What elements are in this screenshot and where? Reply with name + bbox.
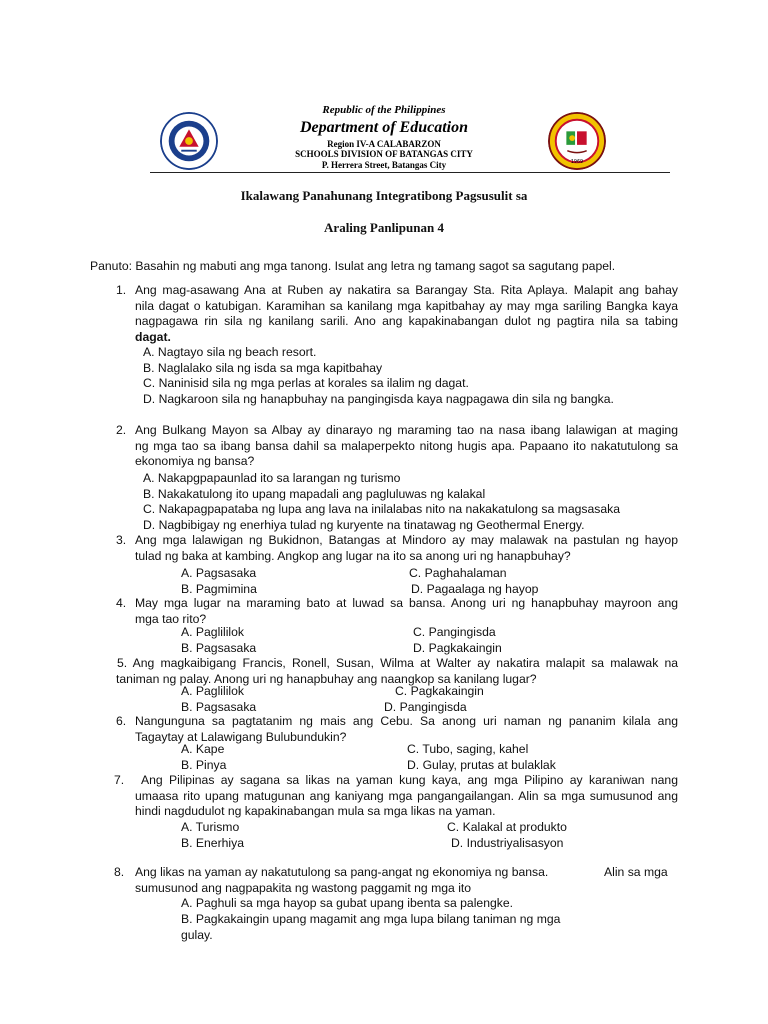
q4-number: 4. [116,596,127,610]
header-divider [150,172,670,173]
q2-choice-d: D. Nagbibigay ng enerhiya tulad ng kuryente na tinatawag ng Geothermal Energy. [143,517,585,532]
q3-choice-c: C. Paghahalaman [409,566,507,580]
q3-choice-d: D. Pagaalaga ng hayop [411,581,539,596]
q3-text: tulad ng baka at kambing. Angkop ang lugar na ito sa anong uri ng hanapbuhay? [135,548,571,563]
q6-text: Tagaytay at Lalawigang Bulubundukin? [135,729,347,744]
q7-choice-a: A. Turismo [181,820,240,834]
q1-choice-d: D. Nagkaroon sila ng hanapbuhay na pangingisda kaya nagpagawa din sila ng bangka. [143,391,614,406]
q4-text: mga tao rito? [135,611,207,626]
republic-heading: Republic of the Philippines [322,104,446,116]
q4-choice-c: C. Pangingisda [413,625,496,639]
q8-text: Alin sa mga [604,865,668,879]
q6-text: Nangunguna sa pagtatanim ng mais ang Cebu. Sa anong uri naman ng pananim kilala ang [135,714,678,728]
q8-text: sumusunod ang nagpapakita ng wastong paggamit ng mga ito [135,880,472,895]
q2-choice-b: B. Nakakatulong ito upang mapadali ang pagluluwas ng kalakal [143,486,486,501]
q2-choice-c: C. Nakapagpapataba ng lupa ang lava na inilalabas nito na nakakatulong sa magsasaka [143,502,621,516]
region-label: Region IV-A CALABARZON [327,139,441,149]
q4-choice-d: D. Pagkakaingin [413,640,502,655]
q7-choice-c: C. Kalakal at produkto [447,820,567,834]
q1-number: 1. [116,283,127,297]
q8-text: Ang likas na yaman ay nakatutulong sa pang-angat ng ekonomiya ng bansa. [135,865,549,879]
q2-text: ekonomiya ng bansa? [135,454,255,468]
exam-title-line1: Ikalawang Panahunang Integratibong Pagsusulit sa [240,188,528,203]
q6-choice-c: C. Tubo, saging, kahel [407,742,529,756]
q3-text: Ang mga lalawigan ng Bukidnon, Batangas at Mindoro ay may malawak na pastulan ng hayop [135,533,678,547]
q4-choice-b: B. Pagsasaka [181,640,257,655]
q2-text: ng mga tao sa ibang bansa dahil sa malaperpekto nitong hugis apa. Papaano ito nakatutulong sa [135,438,678,453]
q8-choice-b: gulay. [181,927,213,942]
q7-choice-b: B. Enerhiya [181,835,245,850]
q4-text: May mga lugar na maraming bato at luwad sa bansa. Anong uri ng hanapbuhay mayroon ang [135,596,678,610]
q5-text: taniman ng palay. Anong uri ng hanapbuhay ang naangkop sa kanilang lugar? [116,671,537,686]
q1-text: nila dagat o katubigan. Karamihan sa kanilang mga kapitbahay ay may mga sariling Bangka kaya [135,298,678,313]
q7-text: Ang Pilipinas ay sagana sa likas na yaman kung kaya, ang mga Pilipino ay karaniwan nang [141,773,678,787]
exam-title-line2: Araling Panlipunan 4 [324,220,444,235]
q1-text: dagat. [135,329,171,344]
q3-choice-b: B. Pagmimina [181,581,257,596]
q8-choice-b: B. Pagkakaingin upang magamit ang mga lupa bilang taniman ng mga [181,912,561,926]
q5-choice-b: B. Pagsasaka [181,699,257,714]
q6-choice-b: B. Pinya [181,757,227,772]
q3-choice-a: A. Pagsasaka [181,566,257,580]
q7-text: umaasa rito upang matugunan ang kaniyang mga pangangailangan. Alin sa mga sumusunod ang [135,788,678,803]
q2-choice-a: A. Nakapgpapaunlad ito sa larangan ng turismo [143,471,401,485]
q7-number: 7. [114,773,125,787]
department-heading: Department of Education [299,119,468,136]
q1-text: nagpagawa rin sila ng kanilang sarili. Ano ang kapakinabangan dulot ng pagtira nila sa tabing [135,314,678,328]
seal-year: 1969 [570,160,584,166]
q4-choice-a: A. Paglililok [181,625,244,639]
q1-text: Ang mag-asawang Ana at Ruben ay nakatira sa Barangay Sta. Rita Aplaya. Malapit ang bahay [135,283,678,297]
q6-choice-d: D. Gulay, prutas at bulaklak [407,757,556,772]
q5-choice-d: D. Pangingisda [384,699,467,714]
q7-text: hindi nagdudulot ng kapakinabangan mula sa mga likas na yaman. [135,804,496,818]
q6-number: 6. [116,714,127,728]
q1-choice-b: B. Naglalako sila ng isda sa mga kapitbahay [143,360,383,375]
q3-number: 3. [116,533,127,547]
q1-choice-a: A. Nagtayo sila ng beach resort. [143,345,317,359]
q8-number: 8. [114,865,125,879]
q5-text: 5. Ang magkaibigang Francis, Ronell, Susan, Wilma at Walter ay nakatira malapit sa malawak na [117,656,678,670]
q8-choice-a: A. Paghuli sa mga hayop sa gubat upang ibenta sa palengke. [181,896,514,910]
q2-text: Ang Bulkang Mayon sa Albay ay dinarayo ng maraming tao na nasa ibang lalawigan at maging [135,423,678,437]
q6-choice-a: A. Kape [181,742,225,756]
q2-number: 2. [116,423,127,437]
q5-choice-a: A. Paglililok [181,684,244,698]
instructions: Panuto: Basahin ng mabuti ang mga tanong. Isulat ang letra ng tamang sagot sa sagutang papel. [90,259,616,273]
address-label: P. Herrera Street, Batangas City [321,160,447,170]
q7-choice-d: D. Industriyalisasyon [451,835,564,850]
q1-choice-c: C. Naninisid sila ng mga perlas at korales sa ilalim ng dagat. [143,376,469,390]
division-label: SCHOOLS DIVISION OF BATANGAS CITY [295,149,473,159]
q5-choice-c: C. Pagkakaingin [395,684,484,698]
